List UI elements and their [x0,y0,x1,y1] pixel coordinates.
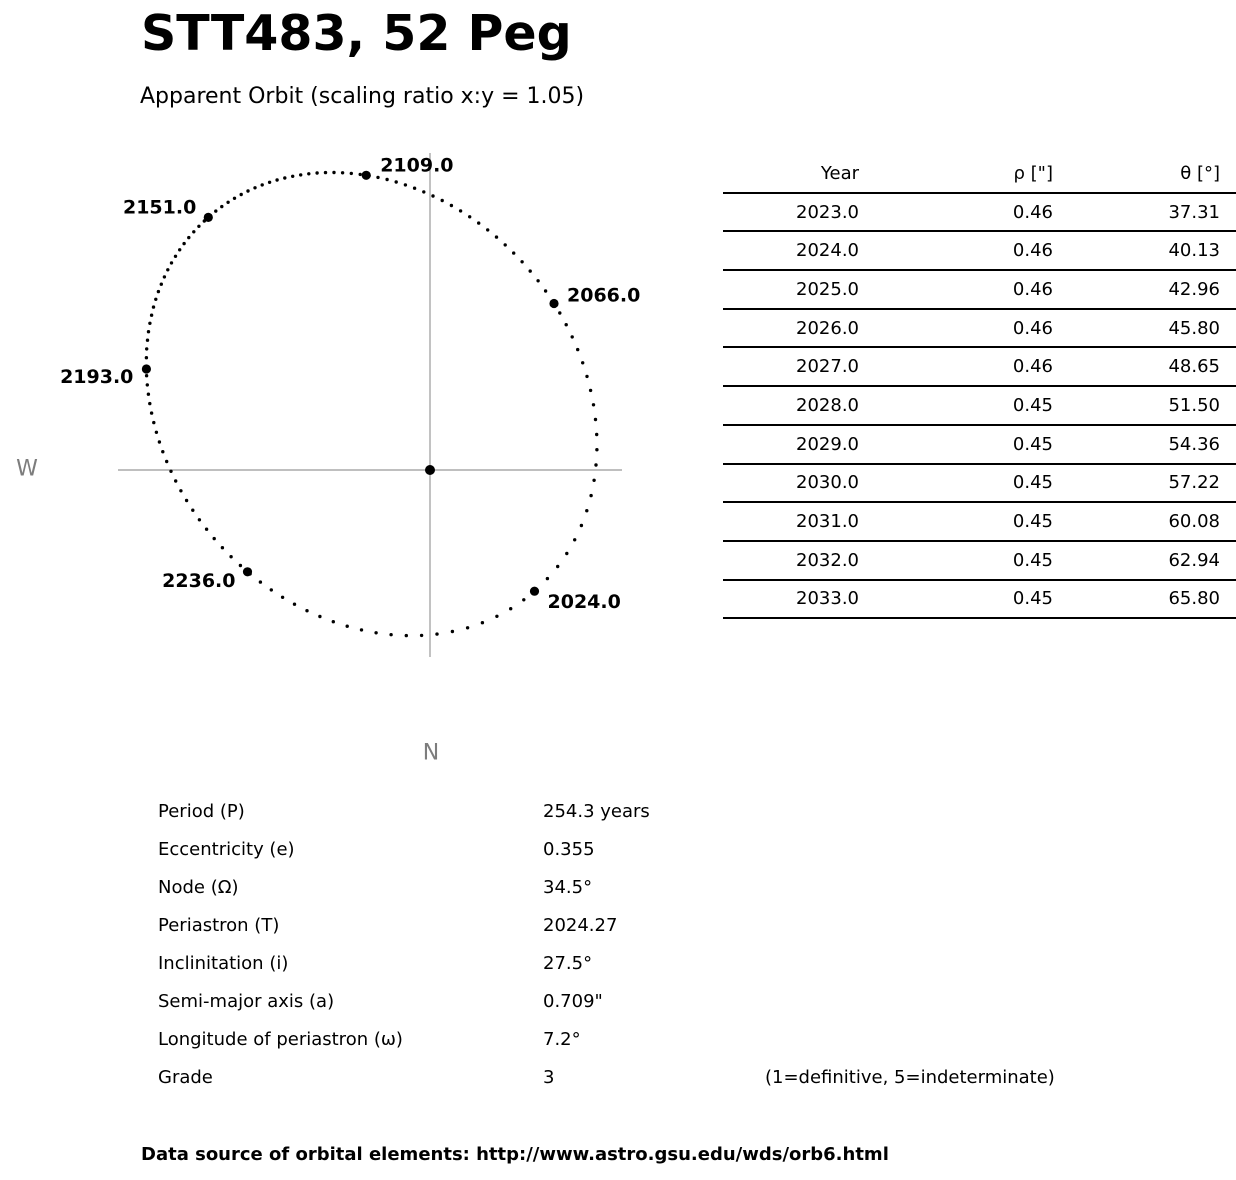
orbit-dot [145,356,148,359]
orbit-dot [413,187,416,190]
orbit-dot [573,538,576,541]
orbit-dot [346,625,349,628]
figure-title: STT483, 52 Peg [141,5,572,62]
orbit-dot [147,330,150,333]
orbit-dot [404,183,407,186]
orbit-dot [174,255,177,258]
orbit-dot [155,431,158,434]
orbit-dot [185,499,188,502]
ephemeris-table [723,155,1236,619]
orbit-dot [350,172,353,175]
orbit-dot [169,470,172,473]
orbit-dot [585,509,588,512]
orbit-dot [158,440,161,443]
orbital-element-row [158,945,1108,983]
orbit-dot [221,546,224,549]
orbital-element-label: Inclinitation (i) [158,953,289,974]
ephemeris-cell: 0.45 [906,580,1100,619]
orbit-dot [585,375,588,378]
orbital-element-row [158,793,1108,831]
orbit-dot [174,479,177,482]
ephemeris-cell: 65.80 [1100,580,1236,619]
orbital-element-value: 254.3 years [543,801,650,822]
ephemeris-cell: 0.45 [906,541,1100,580]
orbit-dot [536,279,539,282]
ephemeris-cell: 40.13 [1100,231,1236,270]
orbit-dot [160,283,163,286]
orbital-element-label: Period (P) [158,801,245,822]
orbit-dot [359,173,362,176]
ephemeris-tbody [723,193,1236,619]
orbit-dot [253,186,256,189]
orbit-dot [595,433,598,436]
ephemeris-cell: 51.50 [1100,386,1236,425]
orbit-dot [239,564,242,567]
column-header-rho: ρ ["] [906,155,1100,193]
orbit-dot [192,230,195,233]
orbit-dot [261,183,264,186]
orbital-element-label: Grade [158,1067,213,1088]
orbital-element-label: Periastron (T) [158,915,280,936]
ephemeris-cell: 2031.0 [723,502,906,541]
orbit-dot [305,609,308,612]
grade-scale-note: (1=definitive, 5=indeterminate) [765,1067,1055,1088]
orbit-dot [422,190,425,193]
figure-subtitle: Apparent Orbit (scaling ratio x:y = 1.05) [140,84,585,109]
orbit-dot [341,171,344,174]
orbit-dot [191,509,194,512]
orbital-element-label: Semi-major axis (a) [158,991,335,1012]
orbit-dot [512,251,515,254]
ephemeris-row [723,464,1236,503]
orbit-dot [441,199,444,202]
ephemeris-row [723,425,1236,464]
ephemeris-cell: 0.46 [906,193,1100,232]
orbit-dot [275,178,278,181]
orbit-dot [509,607,512,610]
orbit-dot [154,298,157,301]
orbit-dot [558,311,561,314]
ephemeris-cell: 0.46 [906,347,1100,386]
orbit-dot [477,221,480,224]
orbital-element-value: 0.709" [543,991,603,1012]
orbital-element-row [158,907,1108,945]
ephemeris-row [723,541,1236,580]
ephemeris-row [723,193,1236,232]
orbit-dot [233,197,236,200]
orbit-dot [270,588,273,591]
ephemeris-row [723,270,1236,309]
epoch-label: 2151.0 [122,196,197,219]
orbital-element-label: Eccentricity (e) [158,839,295,860]
orbit-dot [161,450,164,453]
ephemeris-header-row [723,155,1236,193]
ephemeris-cell: 2029.0 [723,425,906,464]
orbit-dot [589,494,592,497]
orbit-dot [450,204,453,207]
orbital-element-label: Longitude of periastron (ω) [158,1029,403,1050]
epoch-dot [204,213,213,222]
ephemeris-cell: 0.45 [906,502,1100,541]
orbit-dot [179,489,182,492]
ephemeris-cell: 0.46 [906,309,1100,348]
orbit-dot [565,323,568,326]
ephemeris-cell: 60.08 [1100,502,1236,541]
orbit-dot [360,628,363,631]
orbit-dot [405,634,408,637]
ephemeris-cell: 0.45 [906,464,1100,503]
orbit-dot [229,555,232,558]
orbit-dot [389,633,392,636]
orbital-elements-list [158,793,1108,1097]
orbit-dot [576,348,579,351]
orbit-dot [299,173,302,176]
ephemeris-row [723,309,1236,348]
orbit-dot [459,209,462,212]
orbit-dot [259,580,262,583]
epoch-dot [362,171,371,180]
ephemeris-cell: 2025.0 [723,270,906,309]
orbital-element-row [158,831,1108,869]
orbit-dot [594,418,597,421]
orbit-dot [213,537,216,540]
ephemeris-cell: 57.22 [1100,464,1236,503]
orbit-dot [544,289,547,292]
orbital-element-value: 0.355 [543,839,595,860]
epoch-dot [142,364,151,373]
epoch-label: 2109.0 [380,154,454,177]
orbit-dot [148,402,151,405]
orbit-dot [332,620,335,623]
ephemeris-cell: 45.80 [1100,309,1236,348]
orbit-dot [145,347,148,350]
orbit-dot [315,171,318,174]
column-header-year: Year [723,155,906,193]
primary-star-marker [425,465,435,475]
orbit-dot [324,171,327,174]
orbit-dot [529,269,532,272]
epoch-label: 2066.0 [567,284,641,307]
orbital-element-label: Node (Ω) [158,877,239,898]
orbital-element-value: 2024.27 [543,915,618,936]
orbit-dot [580,524,583,527]
ephemeris-cell: 2023.0 [723,193,906,232]
orbit-dot [152,421,155,424]
orbit-dot [481,621,484,624]
ephemeris-cell: 37.31 [1100,193,1236,232]
ephemeris-cell: 0.45 [906,425,1100,464]
data-source-note: Data source of orbital elements: http://www.astro.gsu.edu/wds/orb6.html [141,1144,889,1165]
orbit-dot [318,615,321,618]
orbit-dot [178,248,181,251]
orbit-dot [147,393,150,396]
orbit-dot [226,201,229,204]
orbit-dot [246,189,249,192]
orbit-dot [220,205,223,208]
orbit-dot [581,361,584,364]
orbit-dot [187,236,190,239]
orbit-dot [166,268,169,271]
orbit-dot [268,181,271,184]
ephemeris-cell: 2030.0 [723,464,906,503]
orbit-dot [592,403,595,406]
orbit-dot [420,634,423,637]
orbit-dot [589,389,592,392]
orbit-dot [214,209,217,212]
orbit-dot [148,322,151,325]
orbit-dot [595,448,598,451]
ephemeris-row [723,386,1236,425]
ephemeris-cell: 54.36 [1100,425,1236,464]
ephemeris-row [723,502,1236,541]
ephemeris-cell: 48.65 [1100,347,1236,386]
orbit-dot [293,603,296,606]
orbit-dot [466,626,469,629]
orbit-dot [291,175,294,178]
orbit-dot [307,172,310,175]
orbital-element-value: 27.5° [543,953,593,974]
orbital-element-row [158,983,1108,1021]
orbit-dot [395,180,398,183]
ephemeris-row [723,231,1236,270]
epoch-label: 2193.0 [60,366,134,388]
orbit-dot [146,339,149,342]
column-header-theta: θ [°] [1100,155,1236,193]
ephemeris-cell: 2027.0 [723,347,906,386]
orbit-dot [468,215,471,218]
orbit-dot [451,630,454,633]
orbit-dot [163,275,166,278]
orbit-dot [150,411,153,414]
orbit-dot [376,176,379,179]
orbit-dot [520,260,523,263]
orbit-dot [332,171,335,174]
orbit-dot [435,632,438,635]
orbit-dot [495,615,498,618]
orbital-element-row [158,1059,1108,1097]
orbit-dot [182,242,185,245]
orbit-dot [565,552,568,555]
ephemeris-cell: 2032.0 [723,541,906,580]
orbit-dot [431,194,434,197]
orbit-dot [152,305,155,308]
orbit-dot [522,598,525,601]
ephemeris-row [723,347,1236,386]
epoch-dot [549,299,558,308]
orbital-element-value: 34.5° [543,877,593,898]
ephemeris-cell: 0.46 [906,231,1100,270]
orbit-dot [546,577,549,580]
ephemeris-cell: 2028.0 [723,386,906,425]
ephemeris-cell: 0.45 [906,386,1100,425]
orbit-dot [592,479,595,482]
north-direction-label: N [422,740,440,766]
orbital-element-row [158,1021,1108,1059]
orbit-dot [170,261,173,264]
orbital-element-row [158,869,1108,907]
orbit-dot [374,631,377,634]
orbit-dot [197,225,200,228]
orbit-dot [146,383,149,386]
epoch-label: 2024.0 [547,591,621,614]
orbit-dot [495,235,498,238]
orbital-element-value: 7.2° [543,1029,581,1050]
orbit-dot [571,335,574,338]
orbit-dot [198,518,201,521]
orbital-element-value: 3 [543,1067,555,1088]
orbit-dot [240,193,243,196]
orbit-dot [157,290,160,293]
ephemeris-cell: 2033.0 [723,580,906,619]
ephemeris-cell: 62.94 [1100,541,1236,580]
ephemeris-cell: 0.46 [906,270,1100,309]
orbit-dot [150,314,153,317]
orbit-dot [556,565,559,568]
epoch-dot [530,587,539,596]
orbit-dot [385,178,388,181]
orbit-dot [281,596,284,599]
orbit-dot [504,243,507,246]
ephemeris-cell: 42.96 [1100,270,1236,309]
ephemeris-cell: 2024.0 [723,231,906,270]
orbit-dot [145,374,148,377]
orbit-dot [165,460,168,463]
orbit-dot [594,463,597,466]
epoch-dot [243,567,252,576]
ephemeris-cell: 2026.0 [723,309,906,348]
ephemeris-row [723,580,1236,619]
epoch-label: 2236.0 [162,569,236,592]
orbit-dot [486,228,489,231]
orbit-dot [283,176,286,179]
orbit-dot [205,528,208,531]
west-direction-label: W [16,456,38,482]
